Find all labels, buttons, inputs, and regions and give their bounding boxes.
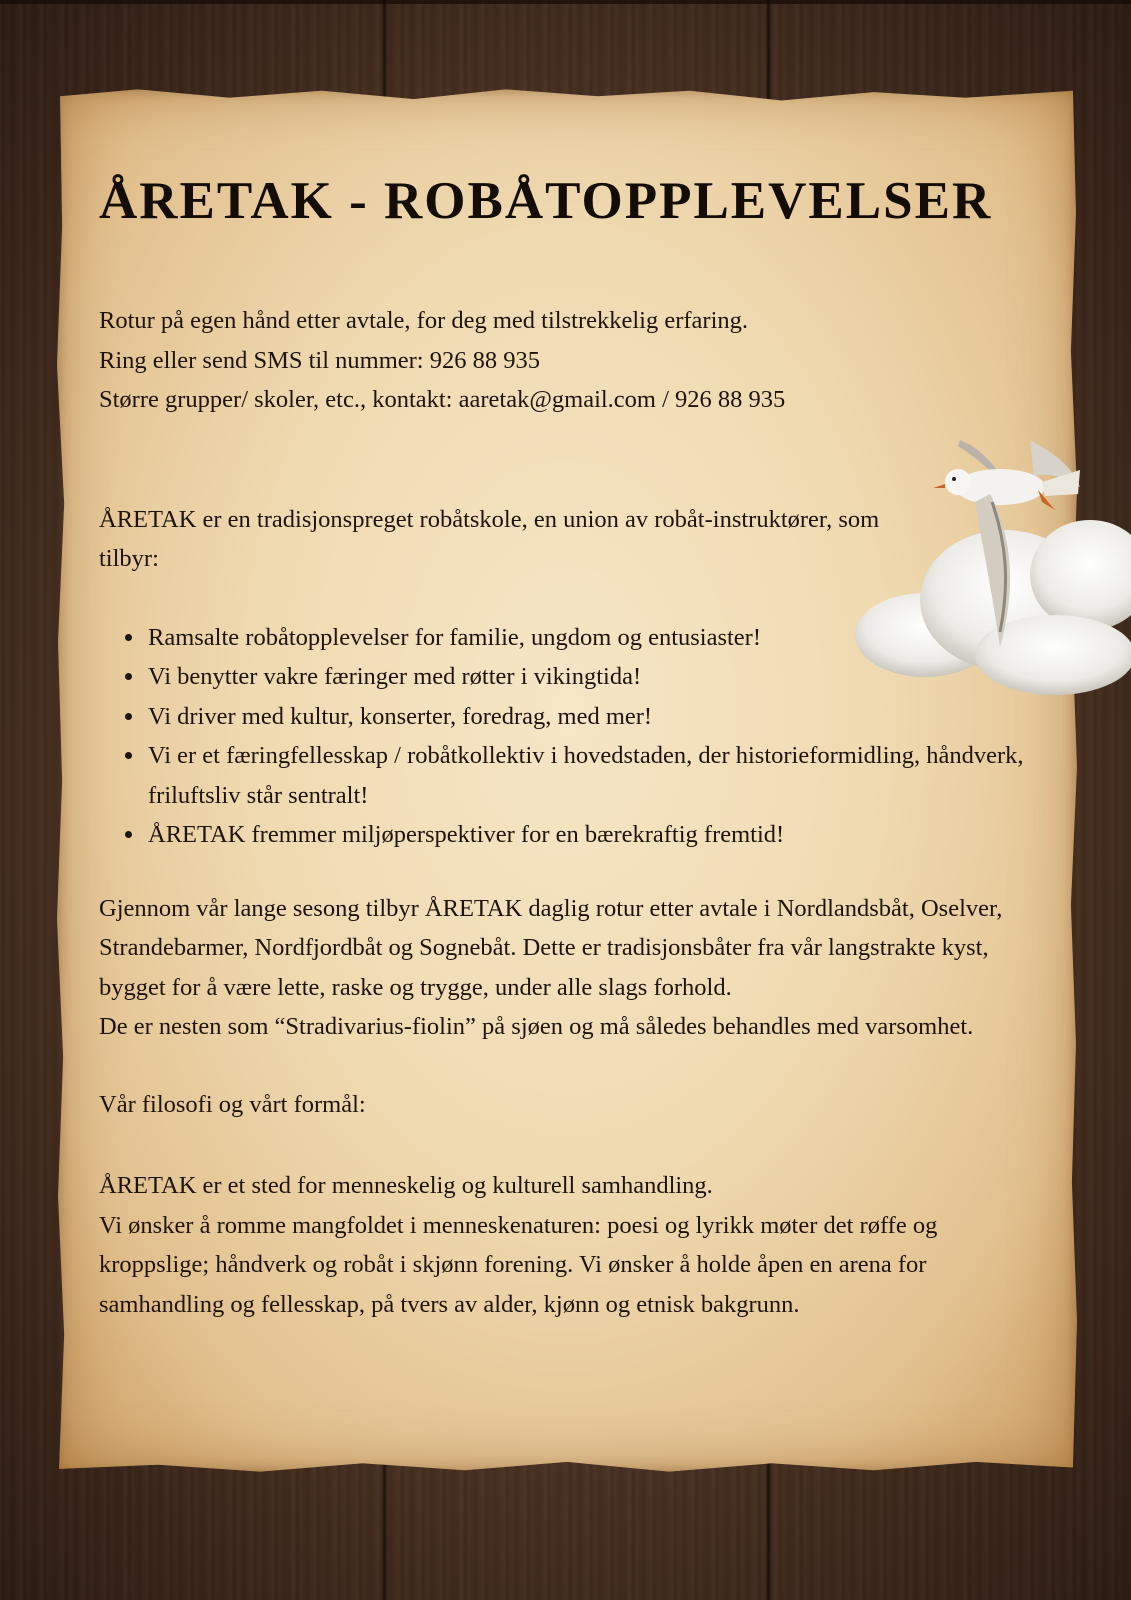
feature-list <box>99 618 1039 855</box>
philosophy-heading: Vår filosofi og vårt formål: <box>99 1090 366 1118</box>
board-seam <box>0 0 1131 4</box>
season-block <box>99 889 1039 1047</box>
page-title: ÅRETAK - ROBÅTOPPLEVELSER <box>99 172 993 230</box>
philosophy-block <box>99 1166 1039 1324</box>
list-item: • ÅRETAK fremmer miljøperspektiver for en bærekraftig fremtid! <box>146 815 1039 855</box>
intro-line: Ring eller send SMS til nummer: 926 88 935 <box>99 346 540 374</box>
document-content <box>99 172 1039 1324</box>
philosophy-paragraph: ÅRETAK er et sted for menneskelig og kulturell samhandling. <box>99 1172 713 1199</box>
intro-line: Større grupper/ skoler, etc., kontakt: aaretak@gmail.com / 926 88 935 <box>99 386 786 413</box>
season-paragraph: De er nesten som “Stradivarius-fiolin” på sjøen og må således behandles med varsomhet. <box>99 1013 974 1040</box>
philosophy-paragraph: Vi ønsker å romme mangfoldet i menneskenaturen: poesi og lyrikk møter det røffe og kroppslige; håndverk og robåt i skjønn forening. Vi ønsker å holde åpen en arena for samhandling og fellesskap, på tvers av alder, kjønn og etnisk bakgrunn. <box>99 1211 938 1318</box>
list-item: • Vi benytter vakre færinger med røtter i vikingtida! <box>146 657 1039 697</box>
list-item: • Vi er et færingfellesskap / robåtkollektiv i hovedstaden, der historieformidling, håndverk, friluftsliv står sentralt! <box>146 736 1039 815</box>
about-paragraph: ÅRETAK er en tradisjonspreget robåtskole, en union av robåt-instruktører, som tilbyr: <box>99 505 880 572</box>
season-paragraph: Gjennom vår lange sesong tilbyr ÅRETAK daglig rotur etter avtale i Nordlandsbåt, Oselver, Strandebarmer, Nordfjordbåt og Sognebåt. Dette er tradisjonsbåter fra vår langstrakte kyst, bygget for å være lette, raske og trygge, under alle slags forhold. <box>99 894 1003 1001</box>
intro-block <box>99 301 1039 420</box>
list-item: • Vi driver med kultur, konserter, foredrag, med mer! <box>146 697 1039 737</box>
intro-line: Rotur på egen hånd etter avtale, for deg med tilstrekkelig erfaring. <box>99 307 748 334</box>
list-item: • Ramsalte robåtopplevelser for familie, ungdom og entusiaster! <box>146 618 1039 658</box>
